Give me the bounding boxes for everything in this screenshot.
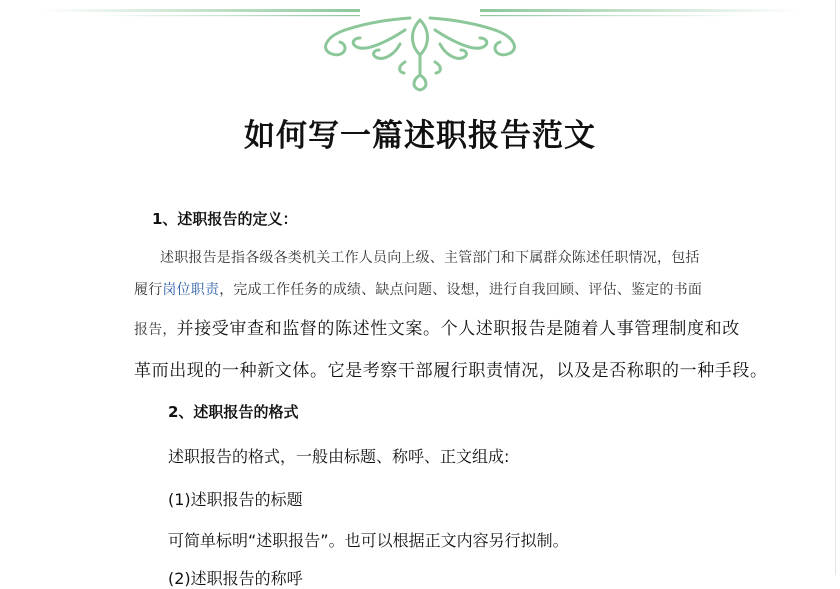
paragraph-line: 可简单标明“述职报告”。也可以根据正文内容另行拟制。	[168, 531, 569, 550]
text-fragment: 履行	[134, 282, 163, 298]
paragraph-line	[134, 279, 702, 299]
section-heading-format: 2、述职报告的格式	[168, 403, 299, 421]
subheading-salutation: (2)述职报告的称呼	[168, 569, 303, 588]
document-title: 如何写一篇述职报告范文	[244, 118, 596, 154]
paragraph-line: 革而出现的一种新文体。它是考察干部履行职责情况，以及是否称职的一种手段。	[134, 361, 768, 381]
paragraph-line: 述职报告是指各级各类机关工作人员向上级、主管部门和下属群众陈述任职情况，包括	[160, 250, 700, 266]
text-fragment: 报告，	[134, 322, 177, 338]
subheading-title: (1)述职报告的标题	[168, 490, 303, 509]
paragraph-line	[134, 314, 740, 339]
paragraph-line: 述职报告的格式，一般由标题、称呼、正文组成:	[168, 447, 510, 466]
text-fragment: 并接受审查和监督的陈述性文案。个人述职报告是随着人事管理制度和改	[176, 319, 740, 339]
job-duties-link[interactable]: 岗位职责	[162, 282, 220, 298]
text-fragment: ，完成工作任务的成绩、缺点问题、设想，进行自我回顾、评估、鉴定的书面	[219, 282, 703, 298]
section-heading-definition: 1、述职报告的定义：	[152, 210, 298, 228]
decorative-ornament-header	[0, 0, 840, 95]
